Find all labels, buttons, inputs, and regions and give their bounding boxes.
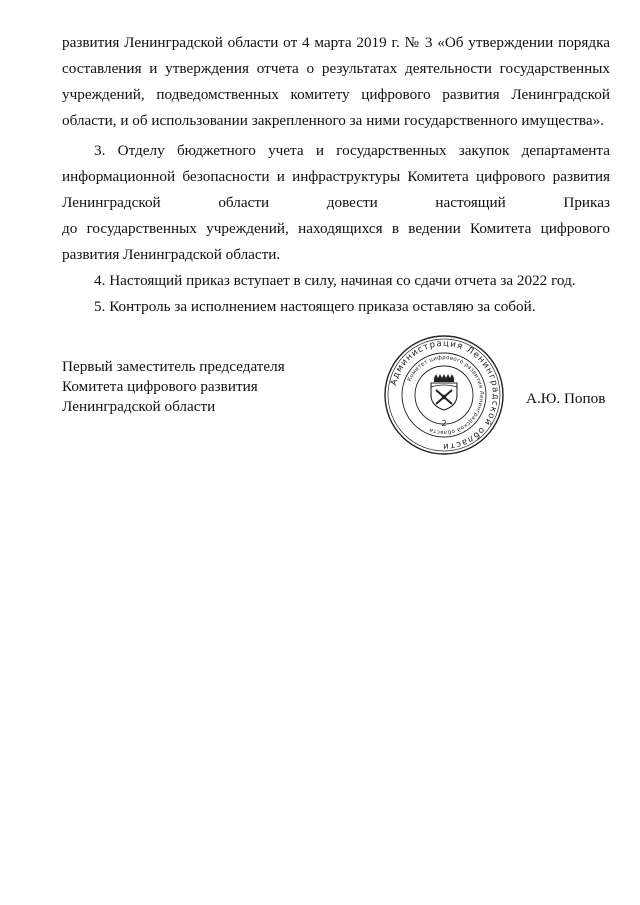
official-seal xyxy=(383,334,505,456)
text-line xyxy=(62,242,610,268)
signer-position-line: Первый заместитель председателя xyxy=(62,358,285,375)
text-line: 5. Контроль за исполнением настоящего приказа оставляю за собой. xyxy=(94,298,536,315)
text-line xyxy=(62,216,610,242)
seal-number: 2 xyxy=(441,419,447,428)
text-line-content: развития Ленинградской области. xyxy=(62,246,281,263)
text-line-content: составления и утверждения отчета о результатах деятельности государственных xyxy=(62,60,610,77)
text-line-content: информационной безопасности и инфраструктуры Комитета цифрового развития xyxy=(62,168,610,185)
text-line xyxy=(62,164,610,190)
text-line: 4. Настоящий приказ вступает в силу, начиная со сдачи отчета за 2022 год. xyxy=(94,272,576,289)
word: области xyxy=(218,194,270,211)
text-line-content: области, и об использовании закрепленного за ними государственного имущества». xyxy=(62,112,604,129)
text-line xyxy=(62,108,610,134)
text-line xyxy=(62,30,610,56)
text-line-content: развития Ленинградской области от 4 марта 2019 г. № 3 «Об утверждении порядка xyxy=(62,34,610,51)
signer-position xyxy=(62,357,285,417)
signer-name: А.Ю. Попов xyxy=(526,390,606,407)
seal-inner-text: Комитет цифрового развития Ленинградской области xyxy=(406,354,485,436)
seal-outer-text: Администрация Ленинградской области xyxy=(388,338,501,452)
text-line-spread xyxy=(62,190,610,216)
word: Приказ xyxy=(563,194,610,211)
word: настоящий xyxy=(435,194,506,211)
paragraph-item-3 xyxy=(62,138,610,268)
coat-of-arms-icon xyxy=(431,374,457,410)
paragraph-item-5 xyxy=(62,294,610,320)
text-line-content: до государственных учреждений, находящихся в ведении Комитета цифрового xyxy=(62,220,610,237)
text-line-content: учреждений, подведомственных комитету цифрового развития Ленинградской xyxy=(62,86,610,103)
word: Ленинградской xyxy=(62,194,161,211)
text-line xyxy=(62,56,610,82)
text-line xyxy=(62,138,610,164)
paragraph-intro xyxy=(62,30,610,134)
signer-position-line: Ленинградской области xyxy=(62,398,216,415)
word: довести xyxy=(326,194,378,211)
paragraph-item-4 xyxy=(62,268,610,294)
text-line-content: 3. Отделу бюджетного учета и государственных закупок департамента xyxy=(94,142,610,159)
signer-position-line: Комитета цифрового развития xyxy=(62,378,258,395)
text-line xyxy=(62,82,610,108)
